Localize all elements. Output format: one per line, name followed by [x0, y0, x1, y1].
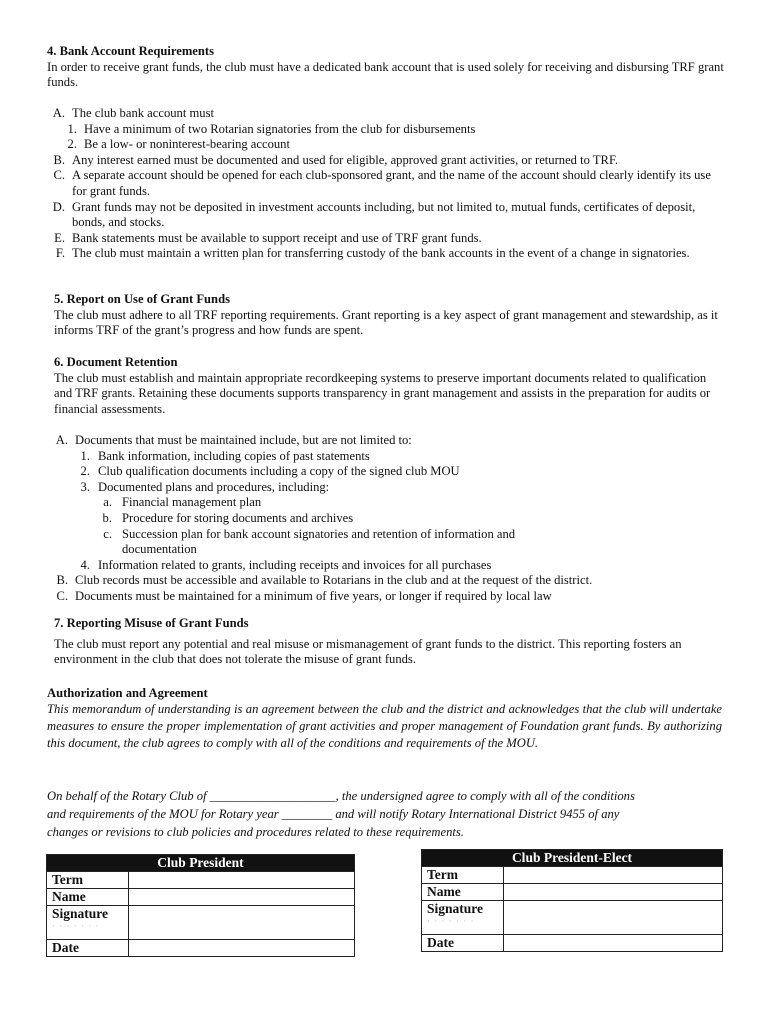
list-marker: A.	[52, 106, 65, 120]
list-item	[47, 246, 727, 262]
list-item-text: Be a low- or noninterest-bearing account	[84, 137, 290, 152]
list-item: b. Procedure for storing documents and archives	[102, 510, 354, 525]
list-item: 3. Documented plans and procedures, including:	[80, 479, 330, 494]
list-item-text: The club must maintain a written plan for transferring custody of the bank accounts in the event of a change in signatories.	[72, 246, 690, 261]
list-item-text: Documents that must be maintained include, but are not limited to:	[75, 433, 412, 447]
date-label: Date	[422, 935, 504, 952]
list-marker: 2.	[67, 137, 77, 152]
president-elect-term-field[interactable]	[504, 867, 723, 884]
list-item	[47, 122, 727, 138]
list-item: 4. Information related to grants, including receipts and invoices for all purchases	[80, 557, 492, 572]
section-reporting-misuse	[54, 616, 720, 668]
list-marker: E.	[54, 230, 65, 245]
list-item-text: Procedure for storing documents and archives	[122, 510, 354, 525]
president-date-field[interactable]	[129, 940, 355, 957]
signature-label-text: Signature	[52, 906, 109, 921]
signature-label	[422, 901, 504, 935]
president-elect-name-field[interactable]	[504, 884, 723, 901]
list-item	[47, 231, 727, 247]
signature-label	[47, 906, 129, 940]
table-title: Club President-Elect	[422, 850, 723, 867]
president-name-field[interactable]	[129, 889, 355, 906]
list-item-text: Club records must be accessible and available to Rotarians in the club and at the request of the district.	[75, 573, 593, 588]
section-bank-account	[47, 44, 727, 91]
section-heading: Authorization and Agreement	[47, 686, 208, 700]
section-document-retention	[54, 355, 724, 417]
list-item	[47, 200, 727, 231]
list-item-text: Any interest earned must be documented and used for eligible, approved grant activities, or returned to TRF.	[72, 152, 619, 167]
list-item: A. Documents that must be maintained include, but are not limited to:	[55, 433, 412, 447]
section-text: The club must establish and maintain appropriate recordkeeping systems to preserve important documents related to qualification and TRF grants. Retaining these documents supports transparency in grant management and assists in the preparation for audits or financial assessments.	[54, 370, 711, 416]
section-heading: 7. Reporting Misuse of Grant Funds	[54, 616, 249, 630]
behalf-statement	[47, 787, 737, 841]
dotted-line: · · · · · · ·	[52, 920, 100, 931]
name-label: Name	[47, 889, 129, 906]
list-item-text: Documents must be maintained for a minimum of five years, or longer if required by local law	[75, 588, 552, 603]
list-item-text: Bank information, including copies of past statements	[98, 448, 370, 463]
list-item-text: Grant funds may not be deposited in investment accounts including, but not limited to, mutual funds, certificates of deposit, bonds, and stocks.	[72, 199, 696, 230]
list-item: 1. Bank information, including copies of past statements	[80, 448, 370, 463]
section-report-use	[54, 292, 724, 339]
list-marker: C.	[53, 168, 65, 183]
president-elect-date-field[interactable]	[504, 935, 723, 952]
date-label: Date	[47, 940, 129, 957]
list-item-text: Succession plan for bank account signatories and retention of information and documentation	[122, 526, 516, 557]
section-text: The club must adhere to all TRF reporting requirements. Grant reporting is a key aspect of grant management and stewardship, as it informs TRF of the grant’s progress and how funds are spent.	[54, 307, 718, 338]
list-item: B. Club records must be accessible and available to Rotarians in the club and at the request of the district.	[56, 573, 593, 588]
list-item: C. Documents must be maintained for a minimum of five years, or longer if required by local law	[56, 588, 552, 603]
list-item-text: Club qualification documents including a copy of the signed club MOU	[98, 464, 460, 479]
authorization-text: This memorandum of understanding is an agreement between the club and the district and acknowledges that the club will undertake measures to ensure the proper implementation of grant activities and proper management of Foundation grant funds. By authorizing this document, the club agrees to comply with all of the conditions and requirements of the MOU.	[47, 702, 722, 750]
behalf-line: and requirements of the MOU for Rotary year ________ and will notify Rotary International District 9455 of any	[47, 807, 620, 821]
section-authorization	[47, 685, 722, 752]
name-label: Name	[422, 884, 504, 901]
section-heading: 6. Document Retention	[54, 355, 178, 369]
president-term-field[interactable]	[129, 872, 355, 889]
list-item	[47, 137, 727, 153]
section-text: The club must report any potential and real misuse or mismanagement of grant funds to the district. This reporting fosters an environment in the club that does not tolerate the misuse of grant funds.	[54, 636, 682, 667]
list-marker: F.	[55, 246, 65, 261]
list-item-text: Financial management plan	[122, 495, 262, 510]
list-item-text: A separate account should be opened for each club-sponsored grant, and the name of the account should clearly identify its use for grant funds.	[72, 168, 711, 198]
list-marker: D.	[52, 199, 65, 214]
list-item: 2. Club qualification documents including a copy of the signed club MOU	[80, 464, 460, 479]
table-title: Club President	[47, 855, 355, 872]
section-heading: 5. Report on Use of Grant Funds	[54, 292, 230, 306]
club-president-table	[46, 854, 355, 957]
dotted-line: · · · · · · ·	[427, 915, 475, 926]
retention-list	[54, 433, 724, 605]
bank-requirements-list	[47, 106, 727, 262]
list-item-text: The club bank account must	[72, 106, 214, 120]
list-item-text: Information related to grants, including receipts and invoices for all purchases	[98, 557, 492, 572]
president-signature-field[interactable]	[129, 906, 355, 940]
list-item: c. Succession plan for bank account signatories and retention of information and documentation	[103, 526, 516, 557]
president-elect-signature-field[interactable]	[504, 901, 723, 935]
list-item	[47, 153, 727, 169]
section-heading: 4. Bank Account Requirements	[47, 44, 214, 58]
list-item-text: Bank statements must be available to support receipt and use of TRF grant funds.	[72, 230, 482, 245]
behalf-line: changes or revisions to club policies and procedures related to these requirements.	[47, 825, 464, 839]
list-item-text: Have a minimum of two Rotarian signatories from the club for disbursements	[84, 121, 476, 136]
list-item: a. Financial management plan	[103, 495, 262, 510]
section-intro: In order to receive grant funds, the club must have a dedicated bank account that is used solely for receiving and disbursing TRF grant funds.	[47, 59, 724, 90]
list-item-text: Documented plans and procedures, including:	[98, 479, 330, 494]
list-item	[47, 106, 727, 122]
list-item	[47, 168, 727, 199]
term-label: Term	[47, 872, 129, 889]
club-president-elect-table	[421, 849, 723, 952]
term-label: Term	[422, 867, 504, 884]
behalf-line: On behalf of the Rotary Club of ____________________, the undersigned agree to comply with all of the conditions	[47, 789, 635, 803]
list-marker: B.	[53, 152, 65, 167]
signature-label-text: Signature	[427, 901, 484, 916]
list-marker: 1.	[67, 121, 77, 136]
